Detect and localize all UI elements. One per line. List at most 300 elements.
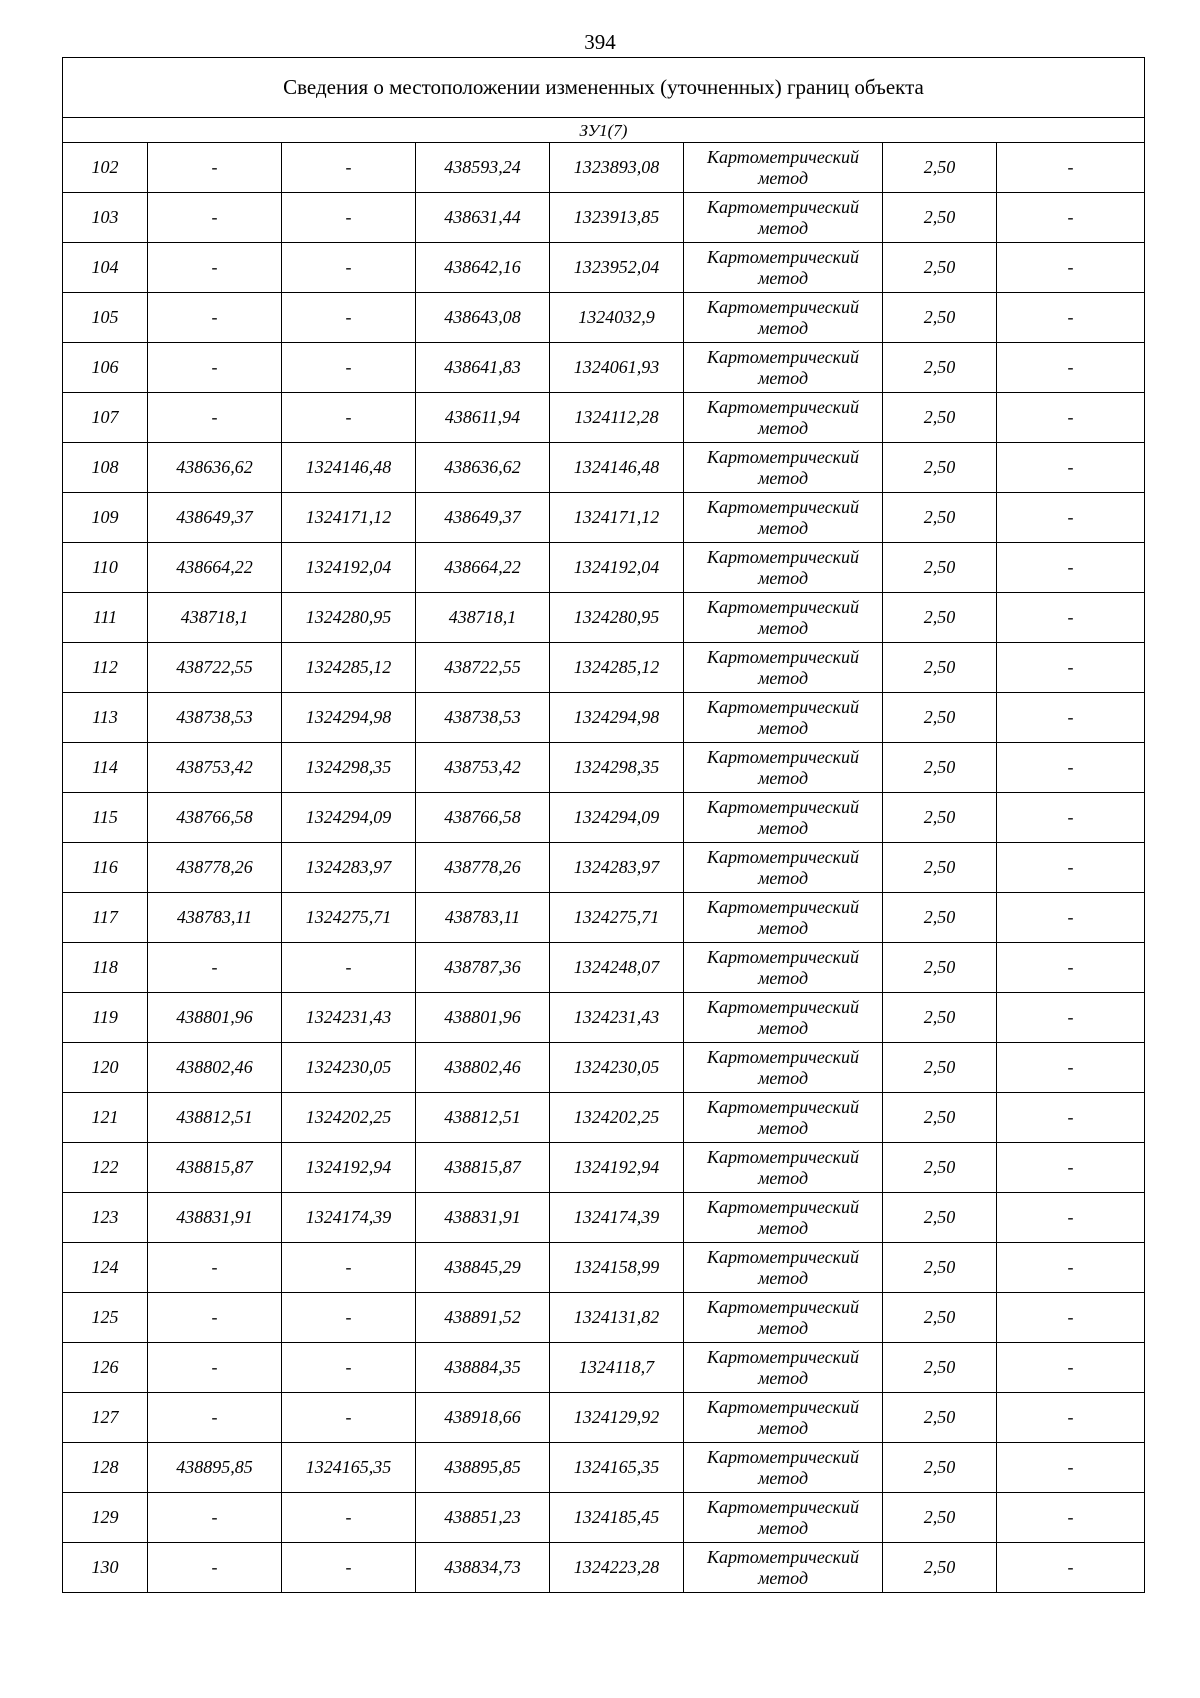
accuracy-cell: 2,50 — [883, 693, 997, 743]
refined-x-cell: 438891,52 — [416, 1293, 550, 1343]
accuracy-cell: 2,50 — [883, 993, 997, 1043]
method-cell — [684, 1193, 883, 1243]
method-line-1: Картометрический — [706, 796, 859, 817]
refined-y-cell: 1324192,04 — [550, 543, 684, 593]
existing-x-cell: - — [148, 1493, 282, 1543]
existing-y-cell: 1324285,12 — [282, 643, 416, 693]
existing-x-cell: - — [148, 1243, 282, 1293]
point-number-cell: 123 — [63, 1193, 148, 1243]
existing-x-cell: 438636,62 — [148, 443, 282, 493]
method-line-2: метод — [757, 517, 809, 538]
method-cell — [684, 1443, 883, 1493]
method-line-1: Картометрический — [706, 1046, 859, 1067]
refined-x-cell: 438884,35 — [416, 1343, 550, 1393]
refined-x-cell: 438778,26 — [416, 843, 550, 893]
method-line-1: Картометрический — [706, 196, 859, 217]
refined-y-cell: 1324112,28 — [550, 393, 684, 443]
method-line-2: метод — [757, 1417, 809, 1438]
point-number-cell: 104 — [63, 243, 148, 293]
accuracy-cell: 2,50 — [883, 1343, 997, 1393]
refined-y-cell: 1323893,08 — [550, 143, 684, 193]
refined-x-cell: 438766,58 — [416, 793, 550, 843]
refined-x-cell: 438918,66 — [416, 1393, 550, 1443]
method-cell — [684, 393, 883, 443]
existing-y-cell: - — [282, 1343, 416, 1393]
method-line-1: Картометрический — [706, 446, 859, 467]
table-row — [63, 893, 1145, 943]
method-cell — [684, 243, 883, 293]
refined-x-cell: 438649,37 — [416, 493, 550, 543]
existing-y-cell: - — [282, 243, 416, 293]
description-cell: - — [997, 1293, 1145, 1343]
description-cell: - — [997, 1543, 1145, 1593]
accuracy-cell: 2,50 — [883, 393, 997, 443]
description-cell: - — [997, 193, 1145, 243]
existing-x-cell: 438815,87 — [148, 1143, 282, 1193]
existing-y-cell: 1324171,12 — [282, 493, 416, 543]
existing-y-cell: 1324280,95 — [282, 593, 416, 643]
existing-x-cell: - — [148, 1343, 282, 1393]
method-line-1: Картометрический — [706, 296, 859, 317]
point-number-cell: 103 — [63, 193, 148, 243]
existing-y-cell: - — [282, 393, 416, 443]
refined-x-cell: 438834,73 — [416, 1543, 550, 1593]
method-line-2: метод — [757, 767, 809, 788]
point-number-cell: 122 — [63, 1143, 148, 1193]
method-cell — [684, 1243, 883, 1293]
section-label: ЗУ1(7) — [63, 118, 1145, 143]
table-row — [63, 193, 1145, 243]
refined-y-cell: 1324185,45 — [550, 1493, 684, 1543]
table-row — [63, 943, 1145, 993]
accuracy-cell: 2,50 — [883, 643, 997, 693]
existing-y-cell: 1324230,05 — [282, 1043, 416, 1093]
description-cell: - — [997, 1393, 1145, 1443]
refined-x-cell: 438787,36 — [416, 943, 550, 993]
point-number-cell: 108 — [63, 443, 148, 493]
table-row — [63, 1493, 1145, 1543]
method-line-2: метод — [757, 667, 809, 688]
description-cell: - — [997, 543, 1145, 593]
refined-y-cell: 1324192,94 — [550, 1143, 684, 1193]
method-line-1: Картометрический — [706, 246, 859, 267]
refined-y-cell: 1324165,35 — [550, 1443, 684, 1493]
refined-x-cell: 438722,55 — [416, 643, 550, 693]
point-number-cell: 124 — [63, 1243, 148, 1293]
method-line-1: Картометрический — [706, 496, 859, 517]
refined-x-cell: 438845,29 — [416, 1243, 550, 1293]
existing-x-cell: 438831,91 — [148, 1193, 282, 1243]
accuracy-cell: 2,50 — [883, 243, 997, 293]
boundary-coordinates-table — [62, 57, 1145, 1593]
refined-y-cell: 1324061,93 — [550, 343, 684, 393]
existing-x-cell: 438895,85 — [148, 1443, 282, 1493]
method-line-2: метод — [757, 867, 809, 888]
refined-x-cell: 438642,16 — [416, 243, 550, 293]
existing-x-cell: - — [148, 143, 282, 193]
method-line-1: Картометрический — [706, 896, 859, 917]
refined-x-cell: 438631,44 — [416, 193, 550, 243]
refined-y-cell: 1323913,85 — [550, 193, 684, 243]
description-cell: - — [997, 743, 1145, 793]
description-cell: - — [997, 643, 1145, 693]
refined-x-cell: 438815,87 — [416, 1143, 550, 1193]
existing-x-cell: 438718,1 — [148, 593, 282, 643]
accuracy-cell: 2,50 — [883, 1443, 997, 1493]
refined-x-cell: 438643,08 — [416, 293, 550, 343]
refined-x-cell: 438641,83 — [416, 343, 550, 393]
point-number-cell: 119 — [63, 993, 148, 1043]
method-line-1: Картометрический — [706, 1246, 859, 1267]
method-line-1: Картометрический — [706, 746, 859, 767]
method-line-1: Картометрический — [706, 1346, 859, 1367]
point-number-cell: 109 — [63, 493, 148, 543]
method-line-1: Картометрический — [706, 846, 859, 867]
table-row — [63, 1293, 1145, 1343]
method-line-2: метод — [757, 167, 809, 188]
refined-y-cell: 1324285,12 — [550, 643, 684, 693]
accuracy-cell: 2,50 — [883, 1143, 997, 1193]
refined-y-cell: 1324131,82 — [550, 1293, 684, 1343]
refined-y-cell: 1324174,39 — [550, 1193, 684, 1243]
method-line-2: метод — [757, 1317, 809, 1338]
accuracy-cell: 2,50 — [883, 343, 997, 393]
accuracy-cell: 2,50 — [883, 843, 997, 893]
accuracy-cell: 2,50 — [883, 1093, 997, 1143]
existing-x-cell: - — [148, 193, 282, 243]
description-cell: - — [997, 1093, 1145, 1143]
refined-y-cell: 1324146,48 — [550, 443, 684, 493]
method-cell — [684, 843, 883, 893]
table-row — [63, 293, 1145, 343]
refined-y-cell: 1324283,97 — [550, 843, 684, 893]
refined-x-cell: 438636,62 — [416, 443, 550, 493]
refined-y-cell: 1323952,04 — [550, 243, 684, 293]
description-cell: - — [997, 1143, 1145, 1193]
description-cell: - — [997, 993, 1145, 1043]
method-cell — [684, 543, 883, 593]
accuracy-cell: 2,50 — [883, 293, 997, 343]
method-line-1: Картометрический — [706, 1446, 859, 1467]
description-cell: - — [997, 893, 1145, 943]
existing-x-cell: 438783,11 — [148, 893, 282, 943]
method-line-1: Картометрический — [706, 546, 859, 567]
existing-y-cell: - — [282, 193, 416, 243]
existing-x-cell: - — [148, 1393, 282, 1443]
refined-y-cell: 1324223,28 — [550, 1543, 684, 1593]
table-row — [63, 343, 1145, 393]
method-line-2: метод — [757, 1467, 809, 1488]
point-number-cell: 115 — [63, 793, 148, 843]
accuracy-cell: 2,50 — [883, 1243, 997, 1293]
method-line-2: метод — [757, 1067, 809, 1088]
refined-y-cell: 1324202,25 — [550, 1093, 684, 1143]
method-cell — [684, 643, 883, 693]
existing-x-cell: 438801,96 — [148, 993, 282, 1043]
point-number-cell: 121 — [63, 1093, 148, 1143]
accuracy-cell: 2,50 — [883, 193, 997, 243]
section-row — [63, 118, 1145, 143]
method-line-1: Картометрический — [706, 1196, 859, 1217]
description-cell: - — [997, 1193, 1145, 1243]
accuracy-cell: 2,50 — [883, 593, 997, 643]
table-row — [63, 393, 1145, 443]
method-cell — [684, 193, 883, 243]
point-number-cell: 130 — [63, 1543, 148, 1593]
method-cell — [684, 793, 883, 843]
accuracy-cell: 2,50 — [883, 143, 997, 193]
table-title: Сведения о местоположении измененных (уточненных) границ объекта — [63, 58, 1145, 118]
existing-x-cell: - — [148, 1293, 282, 1343]
existing-y-cell: 1324192,94 — [282, 1143, 416, 1193]
existing-x-cell: 438722,55 — [148, 643, 282, 693]
method-cell — [684, 1093, 883, 1143]
method-cell — [684, 343, 883, 393]
point-number-cell: 118 — [63, 943, 148, 993]
existing-y-cell: - — [282, 1293, 416, 1343]
table-row — [63, 843, 1145, 893]
refined-y-cell: 1324158,99 — [550, 1243, 684, 1293]
table-row — [63, 1393, 1145, 1443]
refined-y-cell: 1324171,12 — [550, 493, 684, 543]
table-row — [63, 493, 1145, 543]
existing-y-cell: 1324294,09 — [282, 793, 416, 843]
method-line-2: метод — [757, 1117, 809, 1138]
existing-x-cell: - — [148, 393, 282, 443]
existing-x-cell: - — [148, 343, 282, 393]
method-line-2: метод — [757, 367, 809, 388]
refined-x-cell: 438783,11 — [416, 893, 550, 943]
method-line-1: Картометрический — [706, 996, 859, 1017]
existing-y-cell: - — [282, 1393, 416, 1443]
method-line-2: метод — [757, 1367, 809, 1388]
point-number-cell: 114 — [63, 743, 148, 793]
existing-y-cell: - — [282, 1543, 416, 1593]
accuracy-cell: 2,50 — [883, 793, 997, 843]
accuracy-cell: 2,50 — [883, 1193, 997, 1243]
method-line-1: Картометрический — [706, 1396, 859, 1417]
method-cell — [684, 893, 883, 943]
method-line-2: метод — [757, 267, 809, 288]
description-cell: - — [997, 143, 1145, 193]
method-line-1: Картометрический — [706, 346, 859, 367]
description-cell: - — [997, 1343, 1145, 1393]
point-number-cell: 126 — [63, 1343, 148, 1393]
method-line-2: метод — [757, 467, 809, 488]
refined-x-cell: 438831,91 — [416, 1193, 550, 1243]
method-cell — [684, 1043, 883, 1093]
method-cell — [684, 1343, 883, 1393]
existing-x-cell: 438812,51 — [148, 1093, 282, 1143]
description-cell: - — [997, 443, 1145, 493]
table-row — [63, 543, 1145, 593]
refined-x-cell: 438738,53 — [416, 693, 550, 743]
method-cell — [684, 1293, 883, 1343]
existing-x-cell: 438753,42 — [148, 743, 282, 793]
method-line-2: метод — [757, 417, 809, 438]
method-line-1: Картометрический — [706, 1546, 859, 1567]
point-number-cell: 127 — [63, 1393, 148, 1443]
description-cell: - — [997, 1443, 1145, 1493]
refined-x-cell: 438664,22 — [416, 543, 550, 593]
description-cell: - — [997, 693, 1145, 743]
method-line-2: метод — [757, 1267, 809, 1288]
existing-y-cell: 1324294,98 — [282, 693, 416, 743]
method-line-2: метод — [757, 317, 809, 338]
accuracy-cell: 2,50 — [883, 543, 997, 593]
existing-y-cell: - — [282, 943, 416, 993]
refined-y-cell: 1324248,07 — [550, 943, 684, 993]
refined-y-cell: 1324230,05 — [550, 1043, 684, 1093]
method-line-2: метод — [757, 567, 809, 588]
description-cell: - — [997, 293, 1145, 343]
method-line-1: Картометрический — [706, 646, 859, 667]
existing-y-cell: 1324275,71 — [282, 893, 416, 943]
method-line-2: метод — [757, 1517, 809, 1538]
method-line-1: Картометрический — [706, 946, 859, 967]
method-line-2: метод — [757, 817, 809, 838]
table-row — [63, 993, 1145, 1043]
method-cell — [684, 443, 883, 493]
table-row — [63, 1043, 1145, 1093]
method-cell — [684, 293, 883, 343]
existing-x-cell: 438766,58 — [148, 793, 282, 843]
refined-x-cell: 438753,42 — [416, 743, 550, 793]
existing-y-cell: 1324298,35 — [282, 743, 416, 793]
existing-y-cell: 1324283,97 — [282, 843, 416, 893]
method-cell — [684, 1393, 883, 1443]
table-row — [63, 1543, 1145, 1593]
description-cell: - — [997, 1493, 1145, 1543]
description-cell: - — [997, 1243, 1145, 1293]
method-line-2: метод — [757, 1167, 809, 1188]
existing-x-cell: 438664,22 — [148, 543, 282, 593]
description-cell: - — [997, 593, 1145, 643]
refined-y-cell: 1324298,35 — [550, 743, 684, 793]
point-number-cell: 112 — [63, 643, 148, 693]
point-number-cell: 120 — [63, 1043, 148, 1093]
method-line-2: метод — [757, 217, 809, 238]
accuracy-cell: 2,50 — [883, 943, 997, 993]
method-cell — [684, 1143, 883, 1193]
accuracy-cell: 2,50 — [883, 1393, 997, 1443]
existing-x-cell: - — [148, 243, 282, 293]
method-line-1: Картометрический — [706, 1296, 859, 1317]
refined-x-cell: 438801,96 — [416, 993, 550, 1043]
description-cell: - — [997, 343, 1145, 393]
table-row — [63, 743, 1145, 793]
point-number-cell: 129 — [63, 1493, 148, 1543]
description-cell: - — [997, 943, 1145, 993]
description-cell: - — [997, 793, 1145, 843]
existing-y-cell: 1324146,48 — [282, 443, 416, 493]
method-cell — [684, 1543, 883, 1593]
method-line-2: метод — [757, 1017, 809, 1038]
accuracy-cell: 2,50 — [883, 893, 997, 943]
accuracy-cell: 2,50 — [883, 1043, 997, 1093]
point-number-cell: 116 — [63, 843, 148, 893]
accuracy-cell: 2,50 — [883, 443, 997, 493]
method-line-2: метод — [757, 1567, 809, 1588]
method-line-1: Картометрический — [706, 596, 859, 617]
table-row — [63, 793, 1145, 843]
refined-y-cell: 1324275,71 — [550, 893, 684, 943]
method-line-1: Картометрический — [706, 146, 859, 167]
accuracy-cell: 2,50 — [883, 743, 997, 793]
method-line-2: метод — [757, 967, 809, 988]
existing-y-cell: - — [282, 143, 416, 193]
table-row — [63, 1193, 1145, 1243]
refined-y-cell: 1324294,98 — [550, 693, 684, 743]
existing-x-cell: 438738,53 — [148, 693, 282, 743]
existing-y-cell: - — [282, 1243, 416, 1293]
point-number-cell: 111 — [63, 593, 148, 643]
accuracy-cell: 2,50 — [883, 493, 997, 543]
refined-y-cell: 1324294,09 — [550, 793, 684, 843]
point-number-cell: 105 — [63, 293, 148, 343]
method-cell — [684, 1493, 883, 1543]
accuracy-cell: 2,50 — [883, 1293, 997, 1343]
existing-x-cell: 438778,26 — [148, 843, 282, 893]
method-cell — [684, 943, 883, 993]
refined-x-cell: 438611,94 — [416, 393, 550, 443]
method-line-1: Картометрический — [706, 1496, 859, 1517]
point-number-cell: 125 — [63, 1293, 148, 1343]
table-row — [63, 1343, 1145, 1393]
method-cell — [684, 693, 883, 743]
existing-y-cell: 1324202,25 — [282, 1093, 416, 1143]
refined-y-cell: 1324032,9 — [550, 293, 684, 343]
existing-x-cell: 438649,37 — [148, 493, 282, 543]
accuracy-cell: 2,50 — [883, 1543, 997, 1593]
table-row — [63, 693, 1145, 743]
existing-y-cell: 1324231,43 — [282, 993, 416, 1043]
description-cell: - — [997, 393, 1145, 443]
existing-x-cell: 438802,46 — [148, 1043, 282, 1093]
refined-x-cell: 438895,85 — [416, 1443, 550, 1493]
point-number-cell: 110 — [63, 543, 148, 593]
existing-y-cell: 1324192,04 — [282, 543, 416, 593]
existing-y-cell: - — [282, 293, 416, 343]
point-number-cell: 106 — [63, 343, 148, 393]
method-line-2: метод — [757, 617, 809, 638]
method-line-1: Картометрический — [706, 396, 859, 417]
table-row — [63, 1443, 1145, 1493]
existing-y-cell: 1324174,39 — [282, 1193, 416, 1243]
method-cell — [684, 143, 883, 193]
refined-x-cell: 438851,23 — [416, 1493, 550, 1543]
description-cell: - — [997, 843, 1145, 893]
existing-x-cell: - — [148, 293, 282, 343]
existing-x-cell: - — [148, 1543, 282, 1593]
refined-y-cell: 1324280,95 — [550, 593, 684, 643]
description-cell: - — [997, 493, 1145, 543]
method-cell — [684, 743, 883, 793]
point-number-cell: 113 — [63, 693, 148, 743]
point-number-cell: 117 — [63, 893, 148, 943]
method-cell — [684, 493, 883, 543]
existing-y-cell: 1324165,35 — [282, 1443, 416, 1493]
method-cell — [684, 593, 883, 643]
existing-x-cell: - — [148, 943, 282, 993]
refined-y-cell: 1324129,92 — [550, 1393, 684, 1443]
method-line-2: метод — [757, 917, 809, 938]
existing-y-cell: - — [282, 1493, 416, 1543]
table-row — [63, 593, 1145, 643]
refined-y-cell: 1324231,43 — [550, 993, 684, 1043]
title-row — [63, 58, 1145, 118]
table-row — [63, 1143, 1145, 1193]
